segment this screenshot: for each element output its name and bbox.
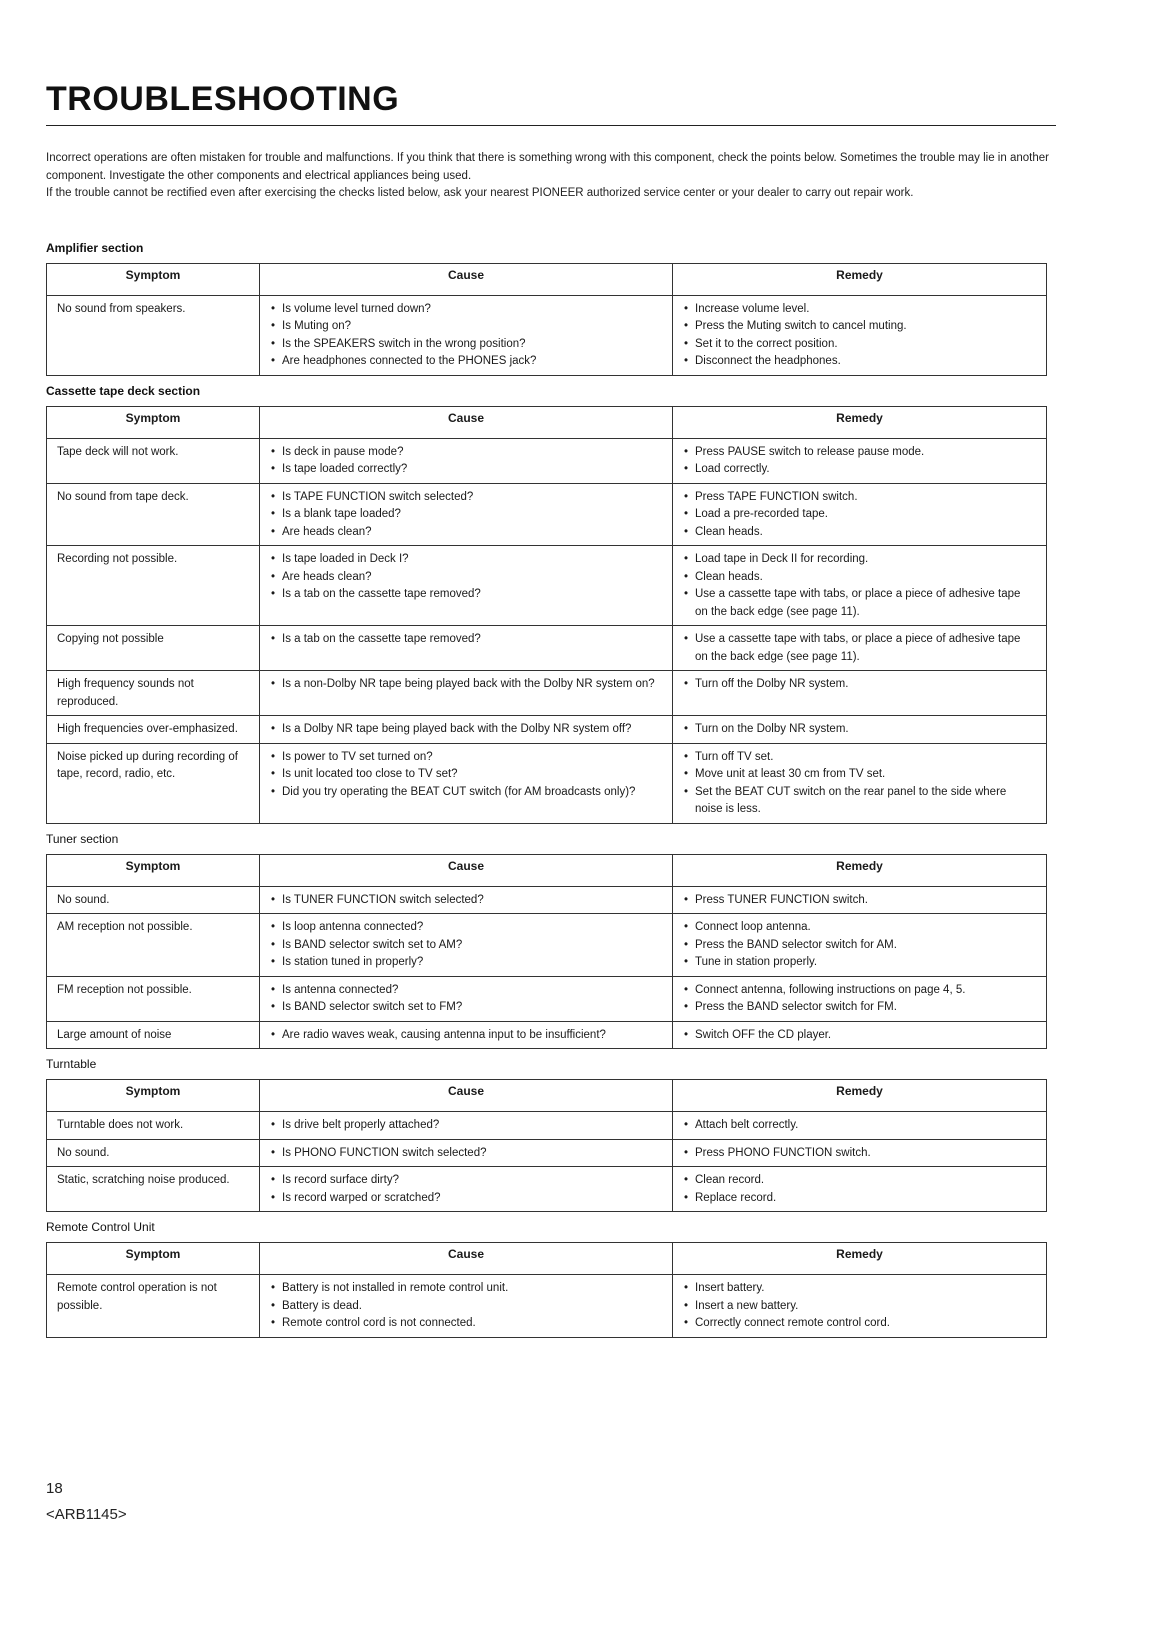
column-header-remedy: Remedy: [673, 1080, 1047, 1112]
cause-item: • Battery is dead.: [270, 1298, 662, 1316]
column-header-symptom: Symptom: [47, 1080, 260, 1112]
table-row: [47, 295, 1047, 375]
remedy-item: • Turn off the Dolby NR system.: [683, 676, 1036, 694]
cause-item: • Is drive belt properly attached?: [270, 1117, 662, 1135]
remedy-item: • Increase volume level.: [683, 301, 1036, 319]
troubleshooting-table: [46, 1079, 1047, 1212]
cause-list: [270, 1117, 662, 1135]
symptom-cell: Tape deck will not work.: [47, 438, 260, 483]
symptom-cell: No sound.: [47, 886, 260, 914]
cause-item: • Remote control cord is not connected.: [270, 1315, 662, 1333]
troubleshooting-table: [46, 406, 1047, 824]
cause-cell: [260, 438, 673, 483]
table-row: [47, 886, 1047, 914]
column-header-remedy: Remedy: [673, 854, 1047, 886]
cause-cell: [260, 976, 673, 1021]
column-header-remedy: Remedy: [673, 263, 1047, 295]
remedy-list: [683, 301, 1036, 371]
cause-cell: [260, 1112, 673, 1140]
remedy-item: • Press PAUSE switch to release pause mode.: [683, 444, 1036, 462]
cause-item: • Are heads clean?: [270, 524, 662, 542]
table-row: [47, 546, 1047, 626]
remedy-cell: [673, 671, 1047, 716]
cause-cell: [260, 886, 673, 914]
cause-item: • Is TAPE FUNCTION switch selected?: [270, 489, 662, 507]
remedy-item: • Press the Muting switch to cancel muting.: [683, 318, 1036, 336]
cause-list: [270, 631, 662, 649]
column-header-cause: Cause: [260, 406, 673, 438]
cause-item: • Is record surface dirty?: [270, 1172, 662, 1190]
remedy-item: • Load a pre-recorded tape.: [683, 506, 1036, 524]
table-row: [47, 1275, 1047, 1338]
cause-list: [270, 749, 662, 802]
remedy-item: • Insert a new battery.: [683, 1298, 1036, 1316]
remedy-cell: [673, 976, 1047, 1021]
cause-item: • Are radio waves weak, causing antenna input to be insufficient?: [270, 1027, 662, 1045]
remedy-cell: [673, 1139, 1047, 1167]
cause-item: • Is unit located too close to TV set?: [270, 766, 662, 784]
remedy-list: [683, 551, 1036, 621]
cause-list: [270, 301, 662, 371]
intro-text: [46, 150, 1056, 203]
cause-cell: [260, 914, 673, 977]
cause-item: • Is station tuned in properly?: [270, 954, 662, 972]
document-code: <ARB1145>: [46, 1506, 127, 1523]
table-header-row: [47, 1243, 1047, 1275]
column-header-symptom: Symptom: [47, 1243, 260, 1275]
remedy-item: • Correctly connect remote control cord.: [683, 1315, 1036, 1333]
remedy-list: [683, 1172, 1036, 1207]
remedy-list: [683, 982, 1036, 1017]
cause-list: [270, 551, 662, 604]
remedy-item: • Attach belt correctly.: [683, 1117, 1036, 1135]
remedy-item: • Connect antenna, following instructions on page 4, 5.: [683, 982, 1036, 1000]
table-row: [47, 438, 1047, 483]
cause-list: [270, 1172, 662, 1207]
symptom-cell: No sound from tape deck.: [47, 483, 260, 546]
cause-item: • Is loop antenna connected?: [270, 919, 662, 937]
table-header-row: [47, 263, 1047, 295]
cause-item: • Is TUNER FUNCTION switch selected?: [270, 892, 662, 910]
table-row: [47, 626, 1047, 671]
cause-cell: [260, 671, 673, 716]
remedy-item: • Disconnect the headphones.: [683, 353, 1036, 371]
cause-list: [270, 1145, 662, 1163]
symptom-cell: AM reception not possible.: [47, 914, 260, 977]
cause-list: [270, 919, 662, 972]
cause-item: • Is BAND selector switch set to FM?: [270, 999, 662, 1017]
symptom-cell: Copying not possible: [47, 626, 260, 671]
remedy-item: • Move unit at least 30 cm from TV set.: [683, 766, 1036, 784]
symptom-cell: Large amount of noise: [47, 1021, 260, 1049]
remedy-list: [683, 892, 1036, 910]
cause-item: • Is the SPEAKERS switch in the wrong position?: [270, 336, 662, 354]
cause-list: [270, 721, 662, 739]
intro-paragraph: Incorrect operations are often mistaken for trouble and malfunctions. If you think that there is something wrong with this component, check the points below. Sometimes the trouble may lie in another component. Investigate the other components and electrical appliances being used.: [46, 152, 1049, 182]
column-header-symptom: Symptom: [47, 854, 260, 886]
remedy-cell: [673, 716, 1047, 744]
remedy-item: • Insert battery.: [683, 1280, 1036, 1298]
remedy-item: • Use a cassette tape with tabs, or place a piece of adhesive tape on the back edge (see page 11).: [683, 586, 1036, 621]
page-footer: [46, 1476, 127, 1528]
cause-item: • Did you try operating the BEAT CUT switch (for AM broadcasts only)?: [270, 784, 662, 802]
cause-item: • Is PHONO FUNCTION switch selected?: [270, 1145, 662, 1163]
cause-cell: [260, 1021, 673, 1049]
cause-cell: [260, 295, 673, 375]
remedy-item: • Set it to the correct position.: [683, 336, 1036, 354]
remedy-cell: [673, 1275, 1047, 1338]
cause-cell: [260, 626, 673, 671]
troubleshooting-sections: [46, 241, 1056, 1338]
symptom-cell: Noise picked up during recording of tape, record, radio, etc.: [47, 743, 260, 823]
remedy-item: • Turn off TV set.: [683, 749, 1036, 767]
remedy-item: • Turn on the Dolby NR system.: [683, 721, 1036, 739]
cause-item: • Are heads clean?: [270, 569, 662, 587]
cause-item: • Battery is not installed in remote control unit.: [270, 1280, 662, 1298]
cause-item: • Is a tab on the cassette tape removed?: [270, 586, 662, 604]
cause-list: [270, 1027, 662, 1045]
remedy-item: • Load tape in Deck II for recording.: [683, 551, 1036, 569]
table-row: [47, 1112, 1047, 1140]
symptom-cell: Remote control operation is not possible.: [47, 1275, 260, 1338]
remedy-cell: [673, 743, 1047, 823]
page-title: TROUBLESHOOTING: [46, 80, 1056, 126]
cause-item: • Are headphones connected to the PHONES jack?: [270, 353, 662, 371]
table-header-row: [47, 1080, 1047, 1112]
cause-item: • Is tape loaded correctly?: [270, 461, 662, 479]
cause-item: • Is deck in pause mode?: [270, 444, 662, 462]
symptom-cell: Turntable does not work.: [47, 1112, 260, 1140]
cause-item: • Is record warped or scratched?: [270, 1190, 662, 1208]
column-header-cause: Cause: [260, 1080, 673, 1112]
symptom-cell: No sound.: [47, 1139, 260, 1167]
remedy-list: [683, 676, 1036, 694]
remedy-list: [683, 1027, 1036, 1045]
remedy-cell: [673, 626, 1047, 671]
remedy-item: • Clean record.: [683, 1172, 1036, 1190]
remedy-cell: [673, 914, 1047, 977]
troubleshooting-table: [46, 854, 1047, 1050]
remedy-cell: [673, 1021, 1047, 1049]
table-header-row: [47, 406, 1047, 438]
page-number: 18: [46, 1480, 63, 1497]
symptom-cell: High frequencies over-emphasized.: [47, 716, 260, 744]
column-header-symptom: Symptom: [47, 263, 260, 295]
cause-list: [270, 676, 662, 694]
remedy-item: • Clean heads.: [683, 569, 1036, 587]
cause-item: • Is a Dolby NR tape being played back with the Dolby NR system off?: [270, 721, 662, 739]
column-header-cause: Cause: [260, 1243, 673, 1275]
remedy-item: • Set the BEAT CUT switch on the rear panel to the side where noise is less.: [683, 784, 1036, 819]
remedy-list: [683, 721, 1036, 739]
section-title: Amplifier section: [46, 240, 144, 255]
remedy-list: [683, 919, 1036, 972]
remedy-cell: [673, 546, 1047, 626]
remedy-item: • Switch OFF the CD player.: [683, 1027, 1036, 1045]
remedy-item: • Press the BAND selector switch for FM.: [683, 999, 1036, 1017]
cause-cell: [260, 1275, 673, 1338]
remedy-list: [683, 489, 1036, 542]
remedy-item: • Clean heads.: [683, 524, 1036, 542]
remedy-cell: [673, 295, 1047, 375]
cause-cell: [260, 1167, 673, 1212]
cause-cell: [260, 743, 673, 823]
table-row: [47, 1167, 1047, 1212]
remedy-item: • Press TUNER FUNCTION switch.: [683, 892, 1036, 910]
cause-list: [270, 982, 662, 1017]
cause-item: • Is antenna connected?: [270, 982, 662, 1000]
remedy-list: [683, 444, 1036, 479]
remedy-list: [683, 1145, 1036, 1163]
section-title: Tuner section: [46, 831, 119, 846]
symptom-cell: Static, scratching noise produced.: [47, 1167, 260, 1212]
remedy-cell: [673, 483, 1047, 546]
cause-list: [270, 444, 662, 479]
section-title: Cassette tape deck section: [46, 383, 201, 398]
remedy-item: • Replace record.: [683, 1190, 1036, 1208]
remedy-item: • Press PHONO FUNCTION switch.: [683, 1145, 1036, 1163]
cause-item: • Is a non-Dolby NR tape being played back with the Dolby NR system on?: [270, 676, 662, 694]
intro-paragraph: If the trouble cannot be rectified even after exercising the checks listed below, ask your nearest PIONEER authorized service center or your dealer to carry out repair work.: [46, 187, 914, 199]
cause-list: [270, 892, 662, 910]
remedy-item: • Tune in station properly.: [683, 954, 1036, 972]
column-header-remedy: Remedy: [673, 406, 1047, 438]
cause-item: • Is Muting on?: [270, 318, 662, 336]
symptom-cell: Recording not possible.: [47, 546, 260, 626]
column-header-cause: Cause: [260, 263, 673, 295]
symptom-cell: No sound from speakers.: [47, 295, 260, 375]
column-header-cause: Cause: [260, 854, 673, 886]
remedy-cell: [673, 1167, 1047, 1212]
table-header-row: [47, 854, 1047, 886]
troubleshooting-table: [46, 1242, 1047, 1338]
troubleshooting-page: [46, 80, 1056, 1346]
cause-cell: [260, 483, 673, 546]
cause-item: • Is BAND selector switch set to AM?: [270, 937, 662, 955]
cause-list: [270, 1280, 662, 1333]
cause-list: [270, 489, 662, 542]
troubleshooting-table: [46, 263, 1047, 376]
remedy-item: • Press the BAND selector switch for AM.: [683, 937, 1036, 955]
cause-cell: [260, 546, 673, 626]
cause-item: • Is tape loaded in Deck I?: [270, 551, 662, 569]
remedy-item: • Press TAPE FUNCTION switch.: [683, 489, 1036, 507]
remedy-list: [683, 749, 1036, 819]
column-header-remedy: Remedy: [673, 1243, 1047, 1275]
cause-cell: [260, 1139, 673, 1167]
remedy-list: [683, 1117, 1036, 1135]
remedy-cell: [673, 438, 1047, 483]
table-row: [47, 1021, 1047, 1049]
section-title: Remote Control Unit: [46, 1220, 155, 1234]
remedy-item: • Load correctly.: [683, 461, 1036, 479]
table-row: [47, 716, 1047, 744]
column-header-symptom: Symptom: [47, 406, 260, 438]
cause-item: • Is volume level turned down?: [270, 301, 662, 319]
table-row: [47, 671, 1047, 716]
cause-cell: [260, 716, 673, 744]
table-row: [47, 743, 1047, 823]
remedy-item: • Use a cassette tape with tabs, or place a piece of adhesive tape on the back edge (see page 11).: [683, 631, 1036, 666]
table-row: [47, 1139, 1047, 1167]
remedy-cell: [673, 1112, 1047, 1140]
remedy-list: [683, 1280, 1036, 1333]
symptom-cell: High frequency sounds not reproduced.: [47, 671, 260, 716]
remedy-list: [683, 631, 1036, 666]
table-row: [47, 914, 1047, 977]
remedy-item: • Connect loop antenna.: [683, 919, 1036, 937]
remedy-cell: [673, 886, 1047, 914]
cause-item: • Is a tab on the cassette tape removed?: [270, 631, 662, 649]
symptom-cell: FM reception not possible.: [47, 976, 260, 1021]
section-title: Turntable: [46, 1057, 97, 1071]
table-row: [47, 976, 1047, 1021]
cause-item: • Is power to TV set turned on?: [270, 749, 662, 767]
table-row: [47, 483, 1047, 546]
cause-item: • Is a blank tape loaded?: [270, 506, 662, 524]
